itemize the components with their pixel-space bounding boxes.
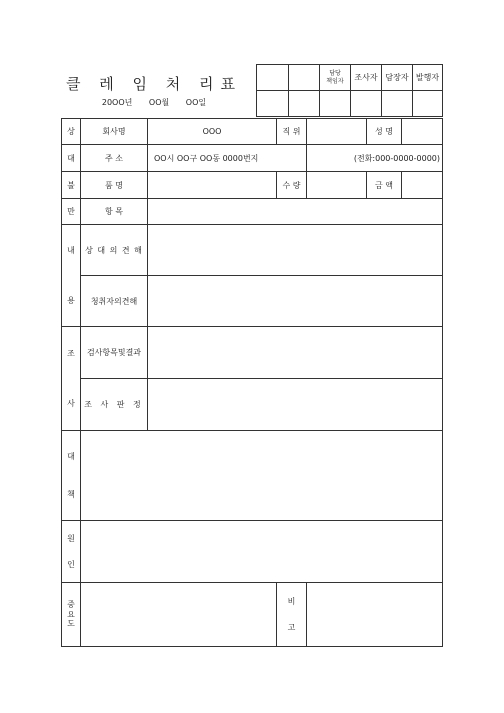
approval-sign-2[interactable]	[289, 91, 320, 117]
product-label: 품 명	[81, 172, 148, 199]
approval-header-handler: 담장자	[382, 65, 413, 91]
form-date	[60, 97, 248, 108]
inspection-result-label: 검사항목및결과	[81, 327, 148, 379]
address-value[interactable]: OO시 OO구 OO동 0000번지	[148, 145, 307, 172]
name-value[interactable]	[402, 119, 443, 145]
approval-sign-3[interactable]	[320, 91, 351, 117]
approval-sign-5[interactable]	[382, 91, 413, 117]
approval-header-issuer: 발행자	[413, 65, 443, 91]
section-bulman-1: 불	[62, 172, 81, 199]
section-bulman-2: 만	[62, 199, 81, 225]
importance-value[interactable]	[81, 583, 277, 647]
company-value[interactable]: OOO	[148, 119, 277, 145]
company-label: 회사명	[81, 119, 148, 145]
approval-header-manager: 담당 책임자	[320, 65, 351, 91]
quantity-label: 수 량	[277, 172, 307, 199]
inspection-result-value[interactable]	[148, 327, 443, 379]
approval-sign-6[interactable]	[413, 91, 443, 117]
product-value[interactable]	[148, 172, 277, 199]
section-cause: 원 인	[62, 521, 81, 583]
date-month: OO월	[148, 98, 170, 107]
amount-value[interactable]	[402, 172, 443, 199]
cause-value[interactable]	[81, 521, 443, 583]
approval-sign-4[interactable]	[351, 91, 382, 117]
address-label: 주 소	[81, 145, 148, 172]
inspection-judgment-label: 조 사 판 정	[81, 379, 148, 431]
approval-header-blank-1	[257, 65, 289, 91]
position-label: 직 위	[277, 119, 307, 145]
phone-value[interactable]: (전화:000-0000-0000)	[307, 145, 443, 172]
date-day: OO일	[185, 98, 207, 107]
approval-table	[256, 64, 443, 117]
form-title: 클 레 임 처 리표	[65, 75, 242, 93]
approval-sign-1[interactable]	[257, 91, 289, 117]
remark-label: 비 고	[277, 583, 307, 647]
approval-header-investigator: 조사자	[351, 65, 382, 91]
section-josa: 조 사	[62, 327, 81, 431]
quantity-value[interactable]	[307, 172, 367, 199]
date-year: 20OO년	[101, 98, 133, 107]
requester-opinion-label: 청취자의견해	[81, 276, 148, 327]
section-importance: 중 요 도	[62, 583, 81, 647]
amount-label: 금 액	[367, 172, 402, 199]
remark-value[interactable]	[307, 583, 443, 647]
section-sangdae-1: 상	[62, 119, 81, 145]
section-naeyong: 내 용	[62, 225, 81, 327]
name-label: 성 명	[367, 119, 402, 145]
approval-header-blank-2	[289, 65, 320, 91]
item-label: 항 목	[81, 199, 148, 225]
counterpart-opinion-label: 상 대 의 견 해	[81, 225, 148, 276]
requester-opinion-value[interactable]	[148, 276, 443, 327]
countermeasure-value[interactable]	[81, 431, 443, 521]
counterpart-opinion-value[interactable]	[148, 225, 443, 276]
claim-form-table	[61, 118, 443, 647]
inspection-judgment-value[interactable]	[148, 379, 443, 431]
position-value[interactable]	[307, 119, 367, 145]
item-value[interactable]	[148, 199, 443, 225]
section-sangdae-2: 대	[62, 145, 81, 172]
section-daechaek: 대 책	[62, 431, 81, 521]
